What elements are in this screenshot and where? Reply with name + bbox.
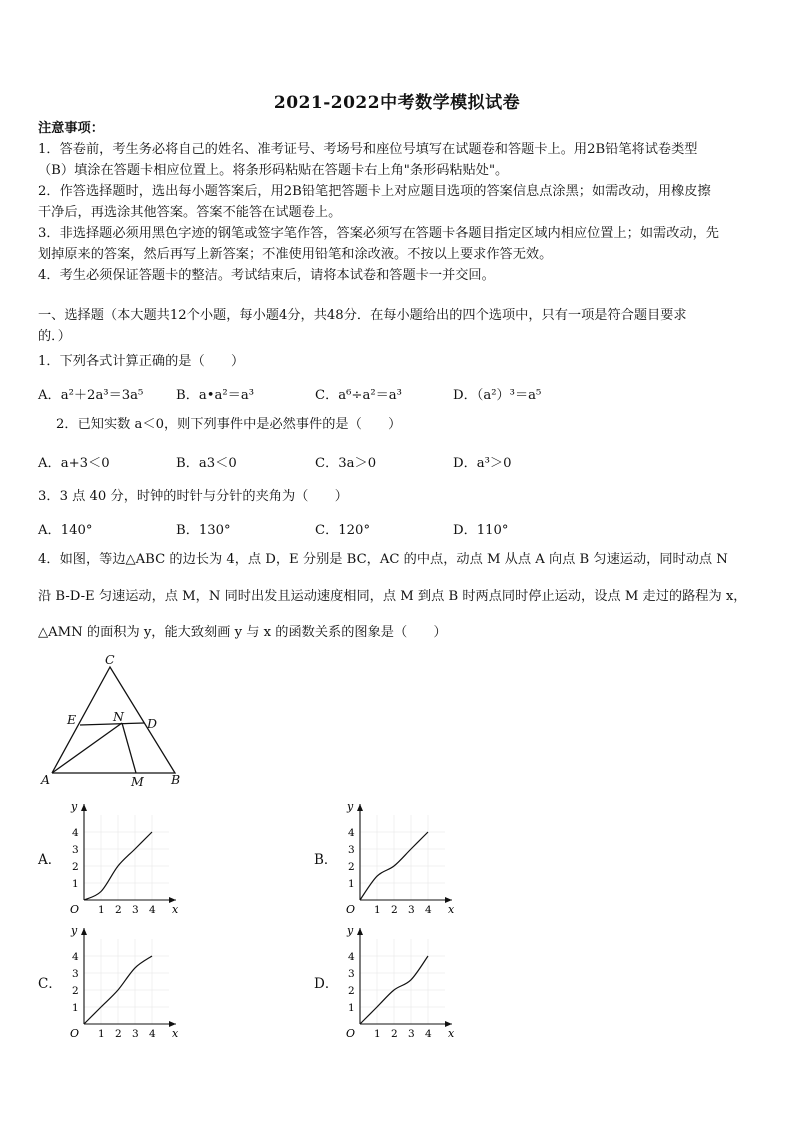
y-tick-label: 1	[72, 1002, 79, 1014]
label-n: N	[113, 709, 124, 724]
label-c: C	[105, 652, 115, 667]
y-tick-label: 4	[72, 951, 79, 963]
y-tick-label: 4	[348, 951, 355, 963]
origin-label: O	[70, 1027, 80, 1040]
question-2-choices	[38, 452, 758, 472]
section-heading-cont: 的．）	[38, 329, 71, 344]
x-tick-label: 3	[408, 904, 415, 916]
label-d: D	[147, 716, 158, 731]
x-tick-label: 3	[132, 1028, 139, 1040]
choice-c: C．3a＞0	[315, 456, 377, 471]
choice-b: B．a•a²＝a³	[176, 388, 255, 403]
notice-line: 4．考生必须保证答题卡的整洁。考试结束后，请将本试卷和答题卡一并交回。	[38, 268, 495, 283]
graph-option-c-label: C．	[38, 976, 62, 992]
graph-option-d	[340, 920, 456, 1040]
y-axis-arrow	[357, 804, 363, 811]
notice-line: 3．非选择题必须用黑色字迹的钢笔或签字笔作答，答案必须写在答题卡各题目指定区域内相应位置上；如需改动，先	[38, 226, 719, 241]
y-axis-label: y	[347, 800, 354, 813]
choice-c: C．a⁶÷a²＝a³	[315, 388, 402, 403]
question-3-stem: 3．3 点 40 分，时钟的时针与分针的夹角为（ ）	[38, 489, 348, 504]
x-tick-label: 2	[391, 904, 398, 916]
label-e: E	[67, 712, 77, 727]
section-heading: 一、选择题（本大题共12个小题，每小题4分，共48分．在每小题给出的四个选项中，只有一项是符合题目要求	[38, 308, 687, 323]
y-tick-label: 1	[348, 1002, 355, 1014]
x-axis-label: x	[448, 903, 455, 916]
x-tick-label: 2	[115, 904, 122, 916]
question-3-choices	[38, 519, 758, 539]
notice-line: 划掉原来的答案，然后再写上新答案；不准使用铅笔和涂改液。不按以上要求作答无效。	[38, 247, 553, 262]
question-4-line1: 4．如图，等边△ABC 的边长为 4，点 D，E 分别是 BC，AC 的中点，动点 M 从点 A 向点 B 匀速运动，同时动点 N	[38, 552, 728, 567]
segment-an	[52, 723, 122, 773]
y-tick-label: 3	[72, 968, 79, 980]
choice-b: B．130°	[176, 523, 231, 538]
x-tick-label: 1	[374, 1028, 381, 1040]
x-tick-label: 3	[132, 904, 139, 916]
y-tick-label: 1	[72, 878, 79, 890]
label-m: M	[131, 774, 144, 789]
x-tick-label: 4	[425, 904, 432, 916]
label-b: B	[171, 772, 181, 787]
y-tick-label: 3	[72, 844, 79, 856]
graph-option-b	[340, 796, 456, 916]
graph-option-b-label: B．	[314, 852, 338, 868]
x-axis-label: x	[172, 1027, 179, 1040]
y-tick-label: 1	[348, 878, 355, 890]
choice-d: D．a³＞0	[453, 456, 512, 471]
x-axis-label: x	[448, 1027, 455, 1040]
origin-label: O	[70, 903, 80, 916]
choice-d: D．110°	[453, 523, 509, 538]
graph-option-c	[64, 920, 180, 1040]
y-tick-label: 4	[72, 827, 79, 839]
origin-label: O	[346, 903, 356, 916]
y-axis-label: y	[71, 924, 78, 937]
choice-a: A．140°	[38, 523, 93, 538]
choice-c: C．120°	[315, 523, 371, 538]
paper-title: 2021-2022中考数学模拟试卷	[273, 93, 521, 113]
graph-option-d-label: D．	[314, 976, 339, 992]
choice-b: B．a3＜0	[176, 456, 237, 471]
y-tick-label: 2	[72, 985, 79, 997]
x-tick-label: 1	[98, 1028, 105, 1040]
y-axis-label: y	[71, 800, 78, 813]
notice-line: 干净后，再选涂其他答案。答案不能答在试题卷上。	[38, 205, 342, 220]
question-1-stem: 1．下列各式计算正确的是（ ）	[38, 354, 245, 369]
y-tick-label: 3	[348, 844, 355, 856]
x-tick-label: 3	[408, 1028, 415, 1040]
x-tick-label: 4	[425, 1028, 432, 1040]
segment-nm	[122, 723, 136, 773]
graph-option-a-label: A．	[38, 852, 62, 868]
x-tick-label: 2	[115, 1028, 122, 1040]
x-tick-label: 1	[98, 904, 105, 916]
y-tick-label: 2	[72, 861, 79, 873]
x-tick-label: 1	[374, 904, 381, 916]
notice-line: 1．答卷前，考生务必将自己的姓名、准考证号、考场号和座位号填写在试题卷和答题卡上。用2B铅笔将试卷类型	[38, 142, 698, 157]
notice-line: 2．作答选择题时，选出每小题答案后，用2B铅笔把答题卡上对应题目选项的答案信息点涂黑；如需改动，用橡皮擦	[38, 184, 711, 199]
y-tick-label: 2	[348, 861, 355, 873]
y-axis-label: y	[347, 924, 354, 937]
question-4-line2: 沿 B-D-E 匀速运动，点 M，N 同时出发且运动速度相同，点 M 到点 B 时两点同时停止运动，设点 M 走过的路程为 x，	[38, 589, 747, 604]
choice-a: A．a²＋2a³＝3a⁵	[38, 388, 144, 403]
graph-option-a	[64, 796, 180, 916]
question-4-line3: △AMN 的面积为 y，能大致刻画 y 与 x 的函数关系的图象是（ ）	[38, 625, 447, 640]
triangle-figure	[36, 650, 186, 792]
choice-a: A．a+3＜0	[38, 456, 110, 471]
question-1-choices	[38, 384, 758, 404]
segment-ed	[80, 723, 144, 725]
origin-label: O	[346, 1027, 356, 1040]
x-axis-label: x	[172, 903, 179, 916]
x-tick-label: 4	[149, 904, 156, 916]
x-tick-label: 2	[391, 1028, 398, 1040]
y-axis-arrow	[357, 928, 363, 935]
label-a: A	[41, 772, 51, 787]
y-tick-label: 4	[348, 827, 355, 839]
notice-heading: 注意事项：	[38, 121, 104, 136]
y-tick-label: 3	[348, 968, 355, 980]
x-tick-label: 4	[149, 1028, 156, 1040]
y-axis-arrow	[81, 804, 87, 811]
y-tick-label: 2	[348, 985, 355, 997]
y-axis-arrow	[81, 928, 87, 935]
notice-line: （B）填涂在答题卡相应位置上。将条形码粘贴在答题卡右上角"条形码粘贴处"。	[38, 163, 509, 178]
choice-d: D．（a²）³＝a⁵	[453, 388, 542, 403]
question-2-stem: 2．已知实数 a＜0，则下列事件中是必然事件的是（ ）	[56, 417, 402, 432]
